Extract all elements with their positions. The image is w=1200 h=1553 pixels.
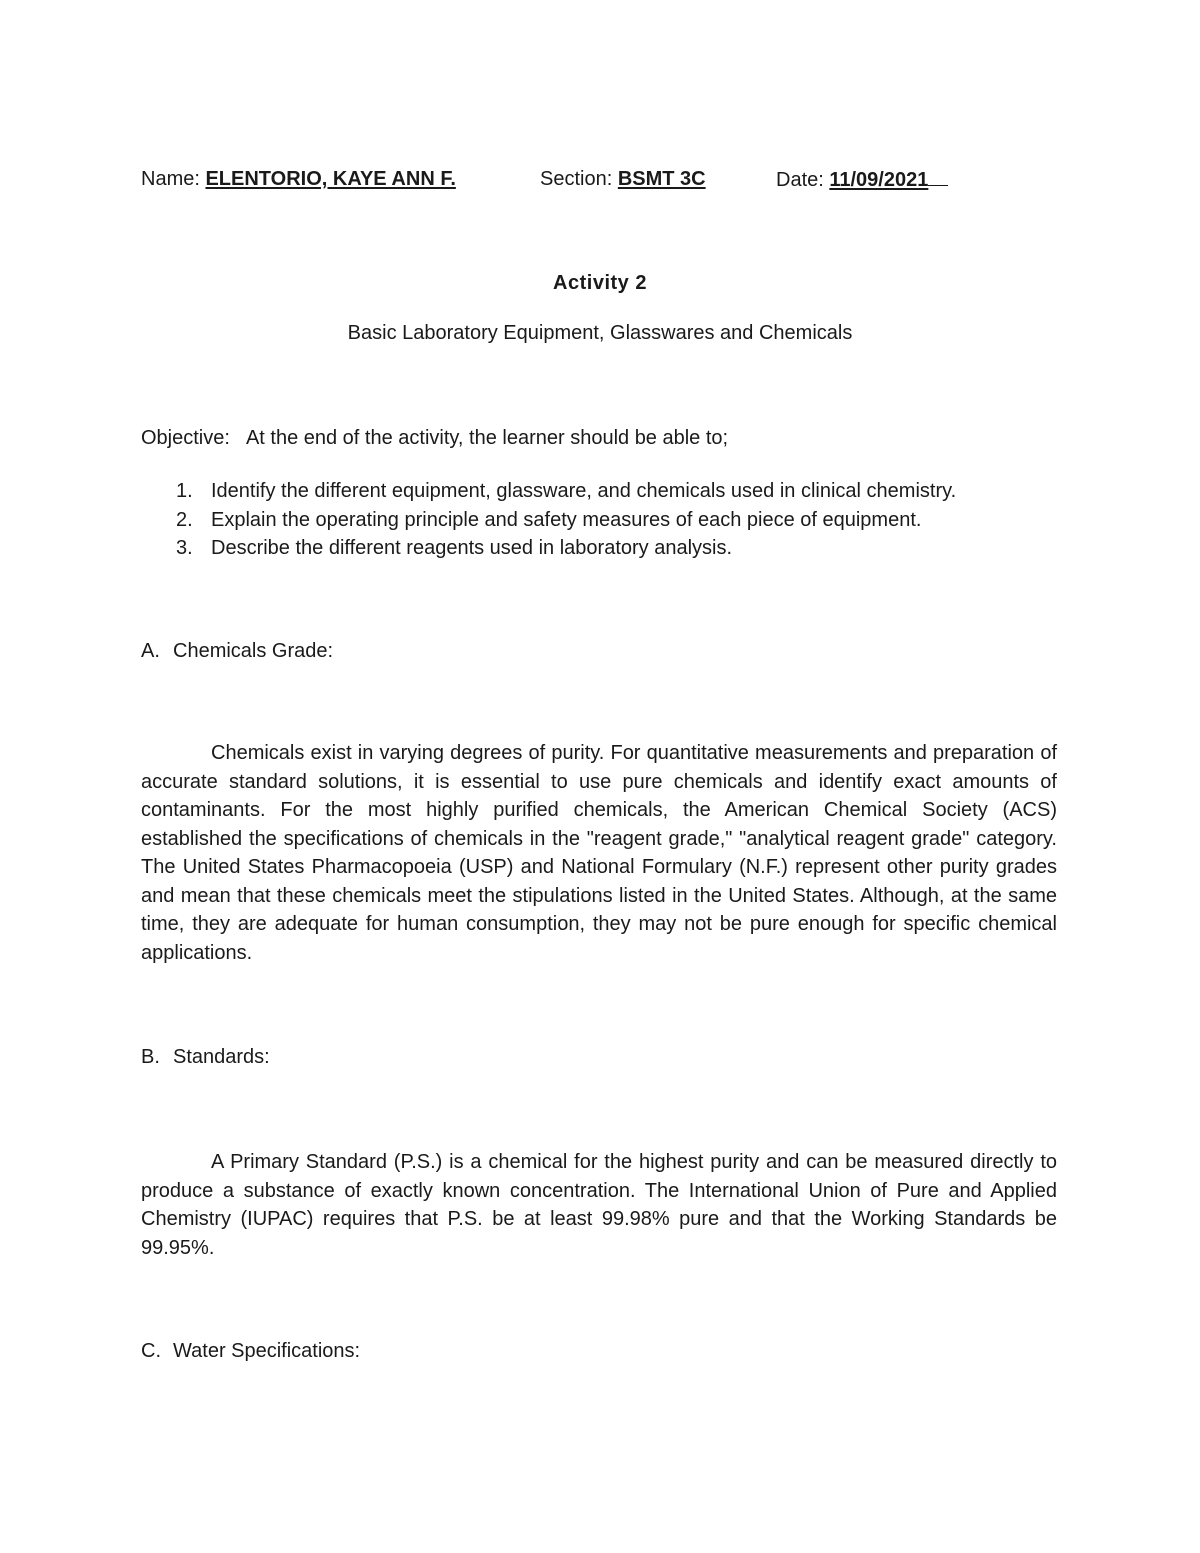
objective-line [141, 425, 728, 451]
name-field [141, 166, 456, 192]
date-value: 11/09/2021 [829, 169, 929, 191]
name-value: ELENTORIO, KAYE ANN F. [205, 168, 456, 190]
section-a-paragraph: Chemicals exist in varying degrees of purity. For quantitative measurements and preparation of accurate standard solutions, it is essential to use pure chemicals and identify exact amounts of contaminants. For the most highly purified chemicals, the American Chemical Society (ACS) established the specifications of chemicals in the "reagent grade," "analytical reagent grade" category. The United States Pharmacopoeia (USP) and National Formulary (N.F.) represent other purity grades and mean that these chemicals meet the stipulations listed in the United States. Although, at the same time, they are adequate for human consumption, they may not be pure enough for specific chemical applications. [141, 742, 1057, 964]
list-item-number: 1. [176, 480, 193, 502]
section-letter: B. [141, 1046, 160, 1068]
section-a-heading [141, 638, 333, 664]
section-field [540, 166, 706, 192]
list-item-number: 2. [176, 508, 193, 531]
activity-subtitle: Basic Laboratory Equipment, Glasswares and Chemicals [347, 322, 853, 344]
section-b-heading [141, 1044, 270, 1070]
section-letter: A. [141, 640, 160, 662]
section-b-paragraph: A Primary Standard (P.S.) is a chemical for the highest purity and can be measured directly to produce a substance of exactly known concentration. The International Union of Pure and Applied Chemistry (IUPAC) requires that P.S. be at least 99.98% pure and that the Working Standards be 99.95%. [141, 1151, 1057, 1259]
list-item [141, 478, 1071, 507]
date-label: Date: [776, 169, 830, 191]
section-label: Section: [540, 168, 618, 190]
list-item-number: 3. [176, 537, 193, 559]
list-item [141, 507, 1071, 536]
section-value: BSMT 3C [617, 168, 706, 190]
section-c-heading [141, 1338, 360, 1364]
list-item-text: Describe the different reagents used in laboratory analysis. [211, 537, 733, 559]
section-letter: C. [141, 1340, 161, 1362]
list-item [141, 535, 1071, 564]
date-field [776, 166, 948, 193]
section-title: Water Specifications: [173, 1340, 361, 1362]
student-info-line [141, 166, 1081, 192]
list-item-text: Explain the operating principle and safety measures of each piece of equipment. [211, 508, 922, 531]
objective-text: At the end of the activity, the learner should be able to; [245, 427, 729, 449]
objective-label: Objective: [141, 427, 230, 449]
section-title: Standards: [173, 1046, 270, 1068]
date-underline [928, 166, 948, 186]
name-label: Name: [141, 168, 206, 190]
section-title: Chemicals Grade: [173, 640, 334, 662]
list-item-text: Identify the different equipment, glassware, and chemicals used in clinical chemistry. [211, 480, 957, 502]
activity-title: Activity 2 [553, 272, 647, 294]
objective-list [141, 478, 1071, 564]
